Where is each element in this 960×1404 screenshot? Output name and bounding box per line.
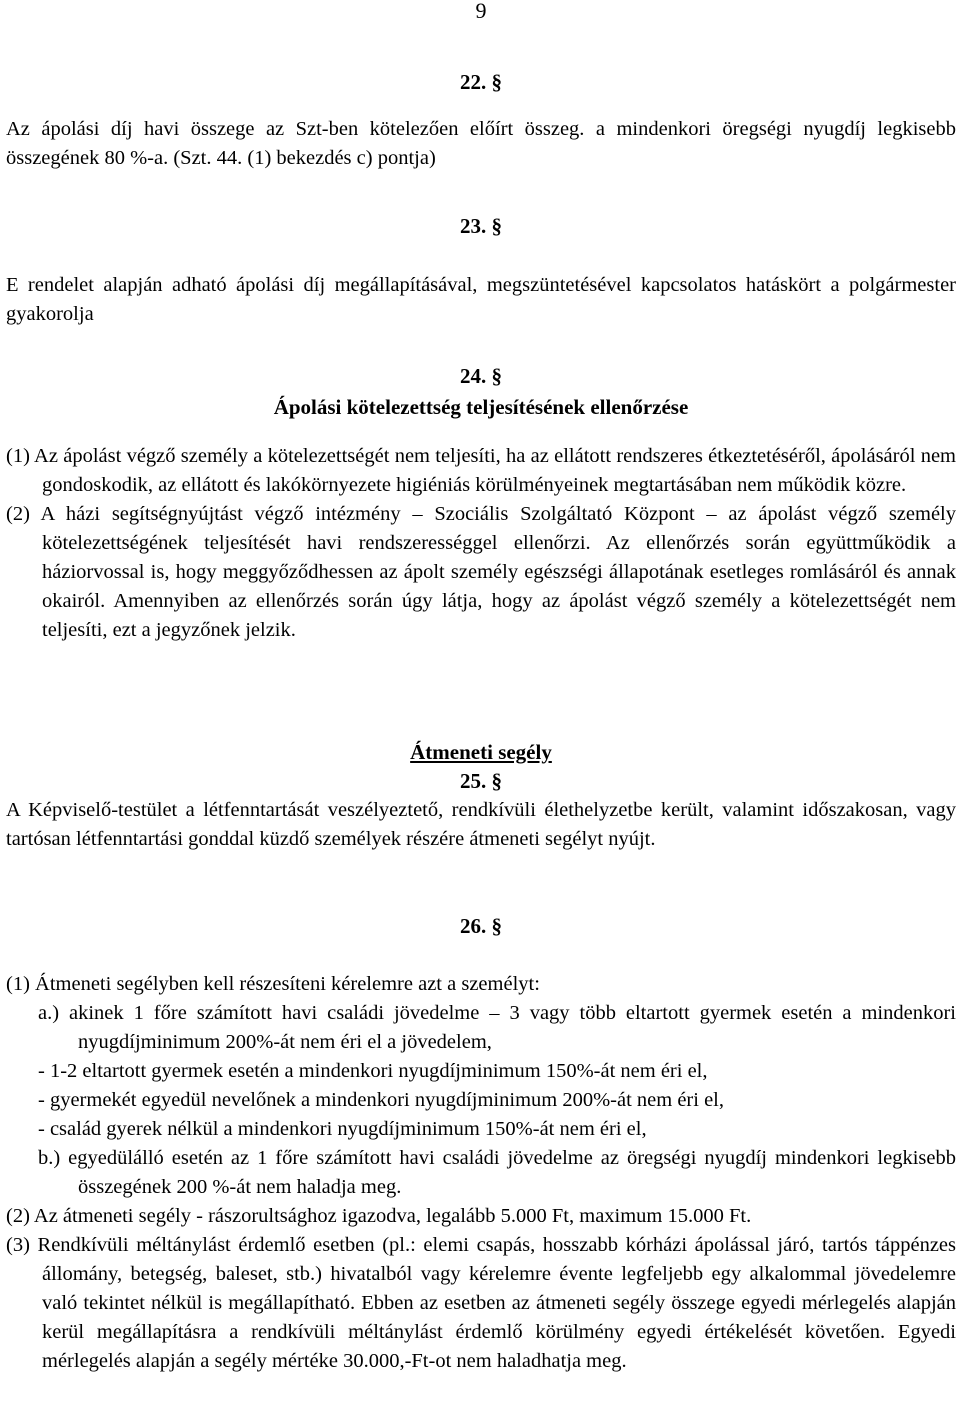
section-25 (6, 738, 956, 854)
section-26-item-b: b.) egyedülálló esetén az 1 főre számított havi családi jövedelme az öregségi nyugdíj mindenkori legkisebb összegének 200 %-át nem haladja meg. (38, 1147, 956, 1198)
section-26-dash-2: - gyermekét egyedül nevelőnek a mindenkori nyugdíjminimum 200%-át nem éri el, (38, 1089, 724, 1111)
page-number: 9 (475, 0, 487, 23)
section-24 (6, 362, 956, 645)
section-22 (6, 68, 956, 173)
section-22-title: 22. § (460, 70, 502, 94)
section-26-paragraph-1: (1) Átmeneti segélyben kell részesíteni kérelemre azt a személyt: (6, 973, 540, 995)
section-26-paragraph-3: (3) Rendkívüli méltánylást érdemlő esetben (pl.: elemi csapás, hosszabb kórházi ápolással járó, tartós táppénzes állomány, betegség, baleset, stb.) hivatalból vagy kérelemre évente legfeljebb egy alkalommal jövedelemre való tekintet nélkül is megállapítható. Ebben az esetben az átmeneti segély összege egyedi mérlegelés alapján kerül megállapításra a rendkívüli méltánylást érdemlő körülmény egyedi értékelését követően. Egyedi mérlegelés alapján a segély mértéke 30.000,-Ft-ot nem haladhatja meg. (6, 1234, 956, 1372)
section-26-paragraph-2: (2) Az átmeneti segély - rászorultsághoz igazodva, legalább 5.000 Ft, maximum 15.000 Ft. (6, 1205, 752, 1227)
section-25-text: A Képviselő-testület a létfenntartását veszélyeztető, rendkívüli élethelyzetbe került, valamint időszakosan, vagy tartósan létfenntartási gonddal küzdő személyek részére átmeneti segélyt nyújt. (6, 799, 956, 850)
section-26 (6, 912, 956, 1376)
section-26-dash-3: - család gyerek nélkül a mindenkori nyugdíjminimum 150%-át nem éri el, (38, 1118, 647, 1140)
section-26-dash-1: - 1-2 eltartott gyermek esetén a mindenkori nyugdíjminimum 150%-át nem éri el, (38, 1060, 708, 1082)
section-24-heading: Ápolási kötelezettség teljesítésének ellenőrzése (273, 395, 689, 419)
section-25-heading: Átmeneti segély (410, 740, 552, 764)
section-23-text: E rendelet alapján adható ápolási díj megállapításával, megszüntetésével kapcsolatos hatáskört a polgármester gyakorolja (6, 274, 956, 325)
section-25-title: 25. § (460, 769, 502, 793)
section-26-item-a: a.) akinek 1 főre számított havi családi jövedelme – 3 vagy több eltartott gyermek esetén a mindenkori nyugdíjminimum 200%-át nem éri el a jövedelem, (38, 1002, 956, 1053)
section-23 (6, 212, 956, 329)
section-23-title: 23. § (460, 214, 502, 238)
section-24-title: 24. § (460, 364, 502, 388)
section-24-paragraph-1: (1) Az ápolást végző személy a kötelezettségét nem teljesíti, ha az ellátott rendszeres étkeztetéséről, ápolásáról nem gondoskodik, az ellátott és lakókörnyezete higiéniás körülményeinek megtartásában nem működik közre. (6, 445, 956, 496)
section-24-paragraph-2: (2) A házi segítségnyújtást végző intézmény – Szociális Szolgáltató Központ – az ápolást végző személy kötelezettségének teljesítését havi rendszerességgel ellenőrzi. Az ellenőrzés során együttműködik a háziorvossal is, hogy meggyőződhessen az ápolt személy egészségi állapotának esetleges romlásáról és annak okairól. Amennyiben az ellenőrzés során úgy látja, hogy az ápolást végző személy a kötelezettségét nem teljesíti, ezt a jegyzőnek jelzik. (6, 503, 956, 641)
section-22-text: Az ápolási díj havi összege az Szt-ben kötelezően előírt összeg. a mindenkori öregségi nyugdíj legkisebb összegének 80 %-a. (Szt. 44. (1) bekezdés c) pontja) (6, 118, 956, 169)
section-26-title: 26. § (460, 914, 502, 938)
